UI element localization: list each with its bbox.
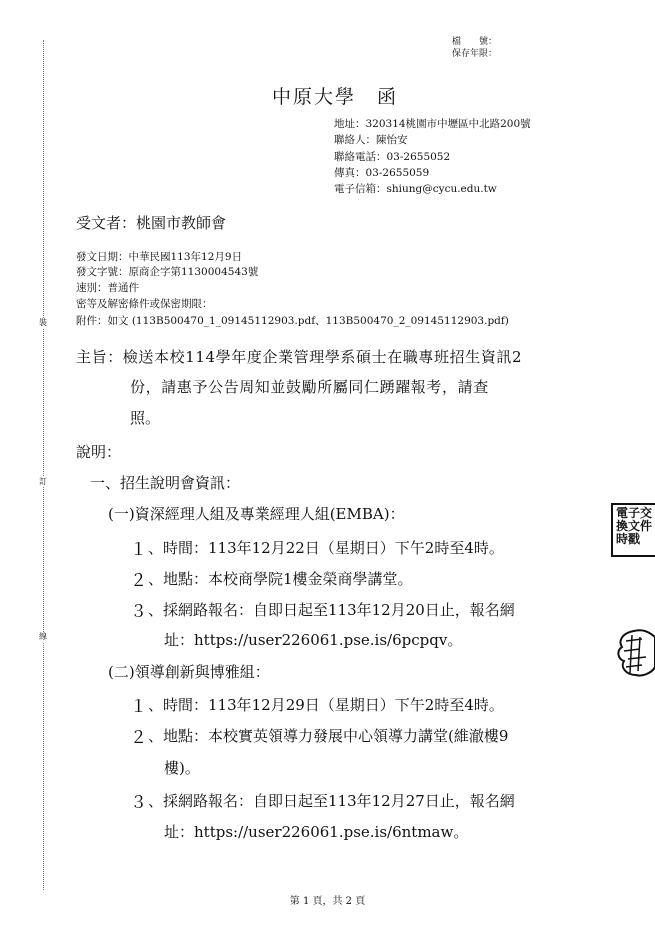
group-2-item-1: 、時間：113年12月29日（星期日）下午2時至4時。 <box>148 696 504 714</box>
stamp-text: 電子交換文件時戳 <box>616 506 653 546</box>
issue-date: 發文日期：中華民國113年12月9日 <box>76 251 243 263</box>
group-2-item-2-line-1: 、地點：本校實英領導力發展中心領導力講堂(維澈樓9 <box>148 727 509 745</box>
page-footer: 第 1 頁，共 2 頁 <box>289 896 366 907</box>
group-1-item-2-number: ２ <box>130 571 147 591</box>
binding-mark-bottom: 線 <box>39 632 47 641</box>
sender-fax: 傳真：03-2655059 <box>334 167 430 179</box>
file-number-label: 檔 號： <box>452 37 498 47</box>
group-2-item-3-line-2: 址：https://user226061.pse.is/6ntmaw。 <box>164 823 469 841</box>
sender-email: 電子信箱：shiung@cycu.edu.tw <box>334 183 497 195</box>
sender-address: 地址：320314桃園市中壢區中北路200號 <box>334 118 531 130</box>
delivery-speed: 速別：普通件 <box>76 282 139 294</box>
group-1-item-3-line-2: 址：https://user226061.pse.is/6pcpqv。 <box>164 631 463 649</box>
binding-mark-top: 裝 <box>39 318 47 327</box>
subject-line-2: 份，請惠予公告周知並鼓勵所屬同仁踴躍報考，請查 <box>130 378 489 396</box>
group-2-item-2-line-2: 樓)。 <box>164 759 200 777</box>
group-2-item-1-number: １ <box>130 697 147 717</box>
recipient: 受文者：桃園市教師會 <box>76 214 227 232</box>
group-2-item-3-number: ３ <box>130 793 147 813</box>
section-1-heading: 一、招生說明會資訊： <box>90 474 241 492</box>
binding-line <box>43 40 44 890</box>
group-2-title: (二)領導創新與博雅組： <box>108 663 270 681</box>
official-seal-icon <box>612 627 655 681</box>
group-1-item-1: 、時間：113年12月22日（星期日）下午2時至4時。 <box>148 539 504 557</box>
attachment-list: 附件：如文 (113B500470_1_09145112903.pdf、113B500470_2_09145112903.pdf) <box>76 315 509 327</box>
document-title: 中原大學 函 <box>272 86 399 108</box>
group-1-item-3-line-1: 、採網路報名：自即日起至113年12月20日止，報名網 <box>148 601 515 619</box>
subject-line-1: 主旨：檢送本校114學年度企業管理學系碩士在職專班招生資訊2 <box>76 348 523 366</box>
subject-line-3: 照。 <box>130 409 161 427</box>
group-1-title: (一)資深經理人組及專業經理人組(EMBA)： <box>108 505 405 523</box>
explanation-heading: 說明： <box>76 443 122 461</box>
group-1-item-2: 、地點：本校商學院1樓金榮商學講堂。 <box>148 570 413 588</box>
document-number: 發文字號：原商企字第1130004543號 <box>76 266 259 278</box>
sender-contact: 聯絡人：陳怡安 <box>334 134 408 146</box>
group-2-item-2-number: ２ <box>130 728 147 748</box>
group-1-item-1-number: １ <box>130 540 147 560</box>
group-1-item-3-number: ３ <box>130 602 147 622</box>
electronic-exchange-stamp <box>611 503 655 557</box>
retention-label: 保存年限： <box>452 49 498 59</box>
secrecy-level: 密等及解密條件或保密期限： <box>76 298 213 310</box>
sender-phone: 聯絡電話：03-2655052 <box>334 151 451 163</box>
group-2-item-3-line-1: 、採網路報名：自即日起至113年12月27日止，報名網 <box>148 792 515 810</box>
binding-mark-middle: 訂 <box>39 477 47 486</box>
